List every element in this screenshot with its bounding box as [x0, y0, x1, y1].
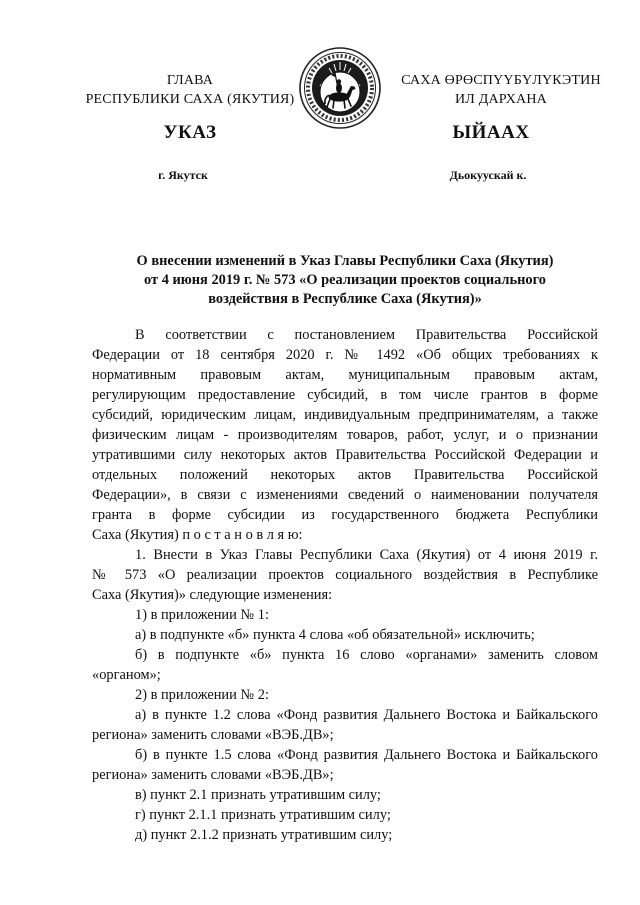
doc-type-sakha: ЫЙААХ — [452, 122, 530, 143]
body-line: № 573 «О реализации проектов социального воздействия в Республике — [92, 567, 598, 583]
issuer-line-1: ГЛАВА — [166, 73, 214, 88]
body-line: в) пункт 2.1 признать утратившим силу; — [135, 787, 381, 803]
issuer-line-2: ИЛ ДАРХАНА — [454, 92, 547, 107]
body-line: физическим лицам - производителям товаров, работ, услуг, и о признании — [92, 427, 598, 443]
body-line: Федерации», в связи с изменениями сведений о наименовании получателя — [92, 487, 598, 503]
body-line: нормативным правовым актам, муниципальным правовым актам, — [92, 367, 598, 383]
body-line: 1) в приложении № 1: — [135, 607, 269, 623]
body-line: а) в подпункте «б» пункта 4 слова «об обязательной» исключить; — [135, 627, 535, 643]
document-title — [92, 252, 598, 309]
body-line: Саха (Якутия) п о с т а н о в л я ю: — [92, 527, 303, 543]
body-line: 2) в приложении № 2: — [135, 687, 269, 703]
body-line: утратившими силу некоторых актов Правительства Российской Федерации и — [92, 447, 598, 463]
body-line: региона» заменить словами «ВЭБ.ДВ»; — [92, 767, 334, 783]
republic-emblem-icon — [298, 46, 382, 130]
body-line: регулирующим предоставление субсидий, в том числе грантов в форме — [92, 387, 598, 403]
body-line: отдельных положений некоторых актов Правительства Российской — [92, 467, 598, 483]
city-ru: г. Якутск — [158, 168, 208, 182]
body-line: б) в подпункте «б» пункта 16 слово «органами» заменить словом — [135, 647, 598, 663]
body-line: г) пункт 2.1.1 признать утратившим силу; — [135, 807, 391, 823]
title-line: от 4 июня 2019 г. № 573 «О реализации проектов социального — [144, 272, 546, 288]
body-line: д) пункт 2.1.2 признать утратившим силу; — [135, 827, 393, 843]
body-line: «органом»; — [92, 667, 161, 683]
doc-type-ru: УКАЗ — [163, 122, 217, 143]
issuer-block-sakha — [391, 71, 611, 109]
body-line: б) в пункте 1.5 слова «Фонд развития Дальнего Востока и Байкальского — [135, 747, 598, 763]
title-line: воздействия в Республике Саха (Якутия)» — [208, 291, 482, 307]
body-line: В соответствии с постановлением Правительства Российской — [135, 327, 598, 343]
title-line: О внесении изменений в Указ Главы Республики Саха (Якутия) — [136, 253, 554, 269]
body-line: гранта в форме субсидии из государственного бюджета Республики — [92, 507, 598, 523]
document-body — [92, 325, 598, 845]
issuer-line-2: РЕСПУБЛИКИ САХА (ЯКУТИЯ) — [85, 92, 295, 107]
issuer-line-1: САХА ӨРӨСПҮҮБҮЛҮКЭТИН — [401, 73, 601, 88]
body-line: а) в пункте 1.2 слова «Фонд развития Дальнего Востока и Байкальского — [135, 707, 598, 723]
body-line: 1. Внести в Указ Главы Республики Саха (Якутия) от 4 июня 2019 г. — [135, 547, 598, 563]
body-line: региона» заменить словами «ВЭБ.ДВ»; — [92, 727, 334, 743]
body-line: субсидий, юридическим лицам, индивидуальным предпринимателям, а также — [92, 407, 598, 423]
body-line: Федерации от 18 сентября 2020 г. № 1492 «Об общих требованиях к — [92, 347, 598, 363]
city-sakha: Дьокуускай к. — [449, 168, 527, 182]
issuer-block-ru — [80, 71, 300, 109]
body-line: Саха (Якутия)» следующие изменения: — [92, 587, 333, 603]
